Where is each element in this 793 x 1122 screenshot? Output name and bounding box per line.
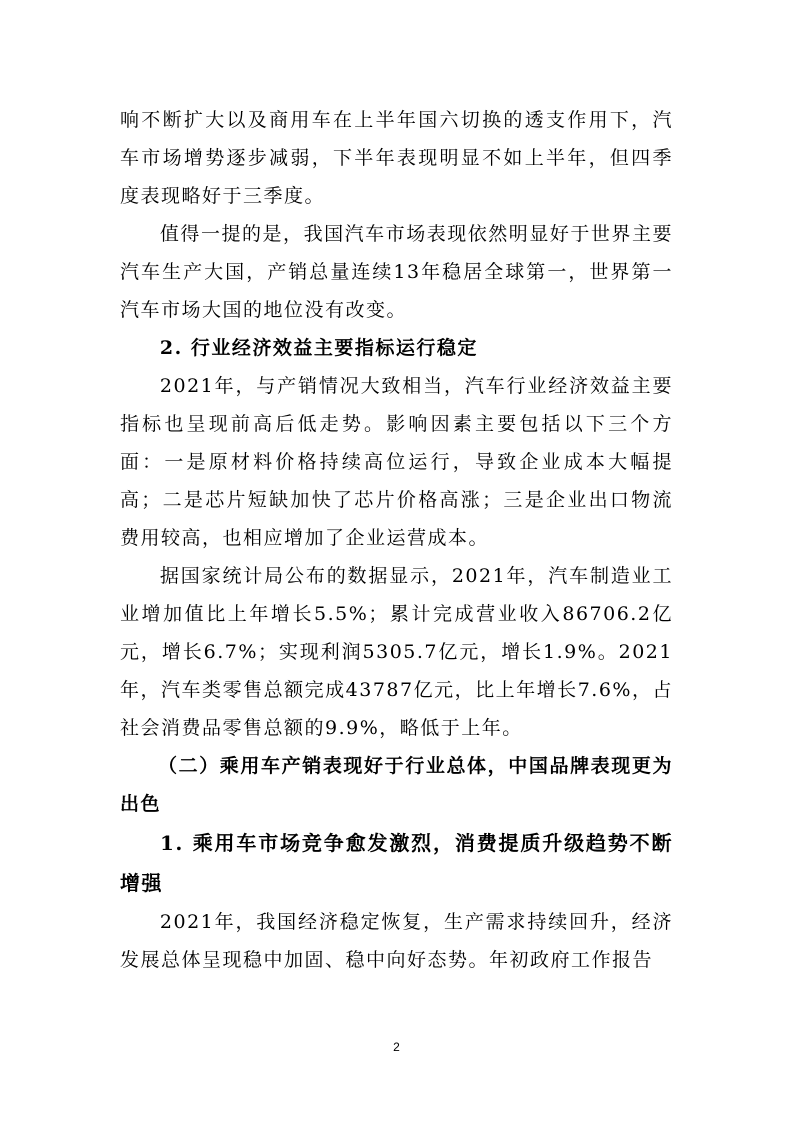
heading-economic-indicators: 2. 行业经济效益主要指标运行稳定 <box>159 337 478 359</box>
paragraph-market-trend: 响不断扩大以及商用车在上半年国六切换的透支作用下，汽车市场增势逐步减弱，下半年表现明显不如上半年，但四季度表现略好于三季度。 <box>120 109 673 207</box>
paragraph-global-ranking: 值得一提的是，我国汽车市场表现依然明显好于世界主要汽车生产大国，产销总量连续13年稳居全球第一，世界第一汽车市场大国的地位没有改变。 <box>120 223 673 321</box>
section-heading-passenger-vehicles: （二）乘用车产销表现好于行业总体，中国品牌表现更为出色 <box>120 755 673 815</box>
paragraph-influencing-factors: 2021年，与产销情况大致相当，汽车行业经济效益主要指标也呈现前高后低走势。影响因素主要包括以下三个方面：一是原材料价格持续高位运行，导致企业成本大幅提高；二是芯片短缺加快了芯片价格高涨；三是企业出口物流费用较高，也相应增加了企业运营成本。 <box>120 375 673 549</box>
paragraph-economic-recovery: 2021年，我国经济稳定恢复，生产需求持续回升，经济发展总体呈现稳中加固、稳中向好态势。年初政府工作报告 <box>120 911 673 971</box>
page-number: 2 <box>393 1040 400 1054</box>
subheading-market-competition: 1. 乘用车市场竞争愈发激烈，消费提质升级趋势不断增强 <box>120 831 673 895</box>
document-body <box>120 101 673 979</box>
paragraph-statistics: 据国家统计局公布的数据显示，2021年，汽车制造业工业增加值比上年增长5.5%；累计完成营业收入86706.2亿元，增长6.7%；实现利润5305.7亿元，增长1.9%。2021年，汽车类零售总额完成43787亿元，比上年增长7.6%，占社会消费品零售总额的9.9%，略低于上年。 <box>120 565 673 739</box>
